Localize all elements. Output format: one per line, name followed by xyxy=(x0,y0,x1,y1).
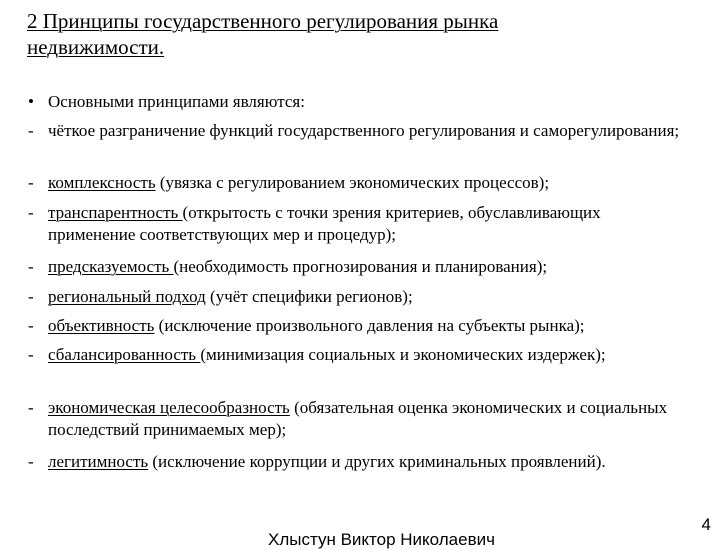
dash-marker: - xyxy=(28,316,34,335)
item-term: экономическая целесообразность xyxy=(48,398,290,417)
dash-marker: - xyxy=(28,345,34,364)
item-text xyxy=(48,286,688,308)
item-term: комплексность xyxy=(48,173,156,192)
page-title: 2 Принципы государственного регулирования рынка недвижимости. xyxy=(27,9,499,59)
item-description: (исключение коррупции и других криминальных проявлений). xyxy=(148,452,606,471)
item-text xyxy=(48,202,688,246)
item-term: легитимность xyxy=(48,452,149,471)
item-description: (открытость с точки зрения критериев, обуславливающих применение соответствующих мер и процедур); xyxy=(48,203,601,244)
item-term: сбалансированность xyxy=(48,345,201,364)
item-description: (увязка с регулированием экономических процессов); xyxy=(155,173,550,192)
dash-marker: - xyxy=(28,121,34,140)
item-term: предсказуемость xyxy=(48,257,174,276)
author-footer: Хлыстун Виктор Николаевич xyxy=(268,530,495,549)
item-text xyxy=(48,120,688,142)
item-description: (необходимость прогнозирования и планирования); xyxy=(173,257,548,276)
item-term: региональный подход xyxy=(48,287,206,306)
item-description: чёткое разграничение функций государственного регулирования и саморегулирования; xyxy=(48,121,680,140)
item-text xyxy=(48,451,688,473)
intro-text: Основными принципами являются: xyxy=(48,92,305,111)
page-number: 4 xyxy=(701,515,711,534)
item-text xyxy=(48,256,688,278)
dash-marker: - xyxy=(28,287,34,306)
item-description: (минимизация социальных и экономических издержек); xyxy=(200,345,606,364)
item-text xyxy=(48,344,688,366)
dash-marker: - xyxy=(28,173,34,192)
item-term: транспарентность xyxy=(48,203,183,222)
item-text xyxy=(48,315,688,337)
item-term: объективность xyxy=(48,316,155,335)
item-description: (исключение произвольного давления на субъекты рынка); xyxy=(154,316,585,335)
bullet-marker: • xyxy=(28,92,34,111)
item-text xyxy=(48,172,688,194)
item-text xyxy=(48,397,688,441)
dash-marker: - xyxy=(28,257,34,276)
dash-marker: - xyxy=(28,452,34,471)
dash-marker: - xyxy=(28,398,34,417)
dash-marker: - xyxy=(28,203,34,222)
item-description: (обязательная оценка экономических и социальных последствий принимаемых мер); xyxy=(48,398,668,439)
item-description: (учёт специфики регионов); xyxy=(205,287,413,306)
